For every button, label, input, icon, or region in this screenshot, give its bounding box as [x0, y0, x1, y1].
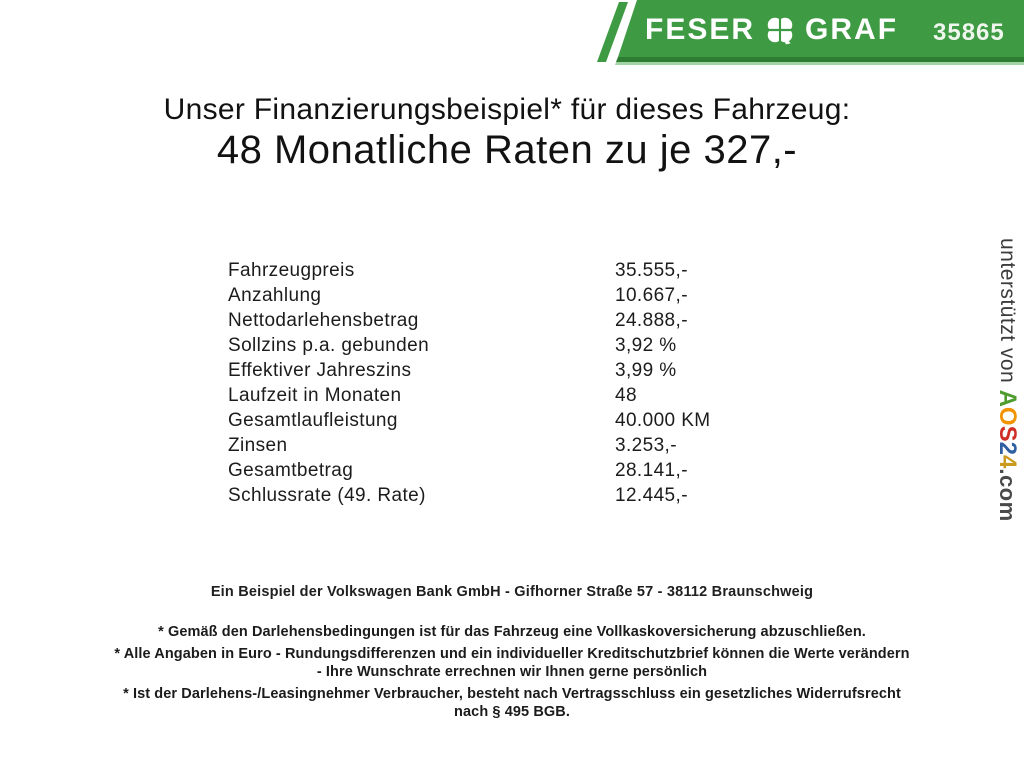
- aos24-logo-letter: S: [994, 425, 1021, 442]
- table-row: [228, 308, 711, 333]
- row-label: Gesamtbetrag: [228, 460, 354, 481]
- finance-table: [228, 258, 711, 508]
- row-label: Effektiver Jahreszins: [228, 360, 412, 381]
- row-value: 40.000 KM: [615, 410, 711, 431]
- aos24-logo: [994, 390, 1021, 469]
- row-value: 3,99 %: [615, 360, 677, 381]
- row-label: Sollzins p.a. gebunden: [228, 335, 430, 356]
- supported-by-credit: [993, 238, 1021, 522]
- row-label: Anzahlung: [228, 285, 322, 306]
- table-row: [228, 433, 711, 458]
- footnote-line: nach § 495 BGB.: [454, 704, 570, 720]
- row-value: 12.445,-: [615, 485, 688, 506]
- row-value: 3.253,-: [615, 435, 677, 456]
- row-label: Nettodarlehensbetrag: [228, 310, 419, 331]
- table-row: [228, 258, 711, 283]
- aos24-logo-letter: 2: [994, 441, 1021, 455]
- aos24-logo-letter: 4: [994, 454, 1021, 469]
- row-value: 28.141,-: [615, 460, 688, 481]
- aos24-logo-letter: O: [994, 406, 1021, 426]
- footnote-line: * Alle Angaben in Euro - Rundungsdifferenzen und ein individueller Kreditschutzbrief können die Werte verändern: [114, 646, 910, 662]
- row-value: 35.555,-: [615, 260, 688, 281]
- table-row: [228, 458, 711, 483]
- table-row: [228, 408, 711, 433]
- page-subtitle: 48 Monatliche Raten zu je 327,-: [216, 128, 798, 172]
- row-label: Schlussrate (49. Rate): [228, 485, 426, 506]
- row-label: Laufzeit in Monaten: [228, 385, 402, 406]
- table-row: [228, 358, 711, 383]
- clover-icon: [764, 14, 796, 46]
- footnote-line: * Ist der Darlehens-/Leasingnehmer Verbraucher, besteht nach Vertragsschluss ein gesetzliches Widerrufsrecht: [123, 686, 901, 702]
- footnotes: [0, 623, 1024, 721]
- supported-by-label: unterstützt von: [996, 238, 1019, 390]
- dealer-logo-left: FESER: [645, 13, 756, 46]
- aos24-logo-letter: A: [994, 389, 1021, 407]
- aos24-domain-suffix: .com: [995, 468, 1020, 522]
- footnote-line: - Ihre Wunschrate errechnen wir Ihnen gerne persönlich: [316, 664, 708, 680]
- dealer-logo-right: GRAF: [805, 13, 899, 46]
- bank-address-line: Ein Beispiel der Volkswagen Bank GmbH - Gifhorner Straße 57 - 38112 Braunschweig: [210, 584, 814, 600]
- table-row: [228, 283, 711, 308]
- dealer-logo: [645, 13, 898, 47]
- footnote-line: * Gemäß den Darlehensbedingungen ist für das Fahrzeug eine Vollkaskoversicherung abzuschließen.: [158, 624, 866, 640]
- banner-fade: [615, 62, 1024, 65]
- table-row: [228, 333, 711, 358]
- dealer-number: 35865: [933, 19, 1005, 46]
- row-label: Gesamtlaufleistung: [228, 410, 398, 431]
- page-title: Unser Finanzierungsbeispiel* für dieses Fahrzeug:: [163, 93, 851, 126]
- banner-shadow: [616, 57, 1024, 62]
- row-value: 48: [615, 385, 637, 406]
- row-label: Fahrzeugpreis: [228, 260, 355, 281]
- row-label: Zinsen: [228, 435, 288, 456]
- table-row: [228, 483, 711, 508]
- row-value: 24.888,-: [615, 310, 688, 331]
- row-value: 10.667,-: [615, 285, 688, 306]
- table-row: [228, 383, 711, 408]
- row-value: 3,92 %: [615, 335, 677, 356]
